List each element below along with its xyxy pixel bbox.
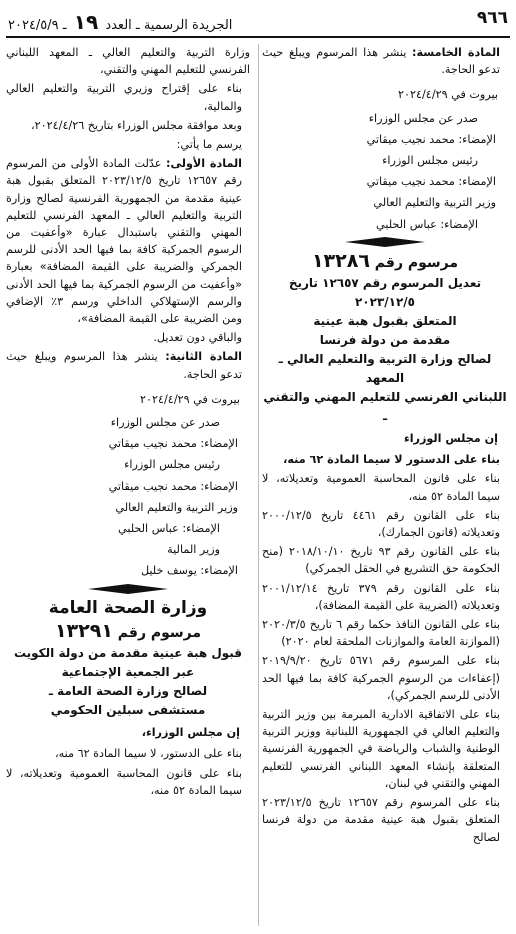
article-1-text: عدّلت المادة الأولى من المرسوم رقم ١٢٦٥٧ تاريخ ٢٠٢٣/١٢/٥ المتعلق بقبول هبة عينية مقدمة من الجمهورية الفرنسية لصالح وزارة التربية والتعليم العالي ـ المعهد الفرنسي للتعليم المهني والتقني باستبدال عبارة «وأعفيت من الرسوم الجمركية كافة بما فيها الحد الأدنى للرسم الجمركي والضريبة على القيمة المضافة» بعبارة «وأعفيت من الرسوم الجمركية بما فيها الحد الأدنى والرسم الإستهلاكي الداخلي ورسم ٣٪ الإضافي ومن الضريبة على القيمة المضافة»، [6,157,242,326]
decree-label: مرسوم رقم [374,254,459,271]
preamble-paragraph: بناء على الدستور، لا سيما المادة ٦٢ منه، [55,747,242,761]
minister-title: وزير التربية والتعليم العالي [373,196,496,210]
pm-title: رئيس مجلس الوزراء [382,154,478,168]
decree-heading [6,619,250,642]
decree-label: مرسوم رقم [117,624,202,641]
decree-title-line: المتعلق بقبول هبة عينية [313,314,457,329]
decree-title-line: لصالح وزارة التربية والتعليم العالي ـ المعهد [278,352,492,386]
signature-minister: الإمضاء: عباس الحلبي [376,217,478,231]
decree-title-line: مقدمة من دولة فرنسا [319,333,451,348]
decree-number: ١٣٢٨٦ [311,249,370,272]
issuer: صدر عن مجلس الوزراء [110,416,220,430]
council-heading: إن مجلس الوزراء، [141,726,240,740]
continued-paragraph: وزارة التربية والتعليم العالي ـ المعهد اللبناني الفرنسي للتعليم المهني والتقني، [6,46,250,77]
gazette-title [8,10,232,34]
article-2-text: ينشر هذا المرسوم ويبلغ حيث تدعو الحاجة. [6,350,242,381]
council-heading: إن مجلس الوزراء [403,432,498,446]
pm-title: رئيس مجلس الوزراء [124,458,220,472]
left-column [6,44,250,801]
preamble-paragraph: بناء على القانون النافذ حكما رقم ٦ تاريخ ٢٠٢٠/٣/٥ (الموازنة العامة والموازنات الملحقة لعام ٢٠٢٠) [262,618,500,649]
article-5-label: المادة الخامسة: [412,46,500,59]
preamble-paragraph: وبعد موافقة مجلس الوزراء بتاريخ ٢٠٢٤/٤/٢٦، [31,118,242,132]
preamble-paragraph: بناء على الدستور لا سيما المادة ٦٢ منه، [283,453,500,467]
divider-ornament [88,584,168,594]
decrees-heading: يرسم ما يأتي: [176,138,242,152]
gazette-name: الجريدة الرسمية ـ العدد [105,18,233,33]
page-number: ٩٦٦ [476,8,508,28]
decree-title-line: مستشفى سبلين الحكومي [50,703,206,718]
article-1-label: المادة الأولى: [165,157,242,171]
decree-number: ١٣٢٩١ [54,619,113,642]
issue-date: بيروت في ٢٠٢٤/٤/٢٩ [398,88,498,102]
decree-title-line: عبر الجمعية الإجتماعية [61,665,195,680]
article-1-tail: والباقي دون تعديل. [153,331,242,345]
article-2 [6,348,250,382]
preamble-paragraph: بناء على القانون رقم ٣٧٩ تاريخ ٢٠٠١/١٢/١٤ وتعديلاته (الضريبة على القيمة المضافة)، [262,581,501,612]
signature-pm-1: الإمضاء: محمد نجيب ميقاتي [366,132,496,146]
decree-title-line: لصالح وزارة الصحة العامة ـ [48,684,208,699]
signature-pm-2: الإمضاء: محمد نجيب ميقاتي [366,175,496,189]
issuer: صدر عن مجلس الوزراء [368,111,478,125]
preamble-paragraph: بناء على الاتفاقية الادارية المبرمة بين وزير التربية والتعليم العالي في الجمهورية اللبنانية ووزير التربية الوطنية والشباب والرياضة في الجمهورية الفرنسية المتعلقة بإنشاء المعهد اللبناني الفرنسي للتعليم المهني والتقني في لبنان، [262,708,500,790]
column-divider [258,44,259,926]
right-column [262,44,508,848]
preamble-paragraph: بناء على المرسوم رقم ٥٦٧١ تاريخ ٢٠١٩/٩/٢٠ (إعفاءات من الرسوم الجمركية كافة بما فيها الحد الأدنى للرسم الجمركي)، [262,654,500,702]
preamble-paragraph: بناء على إقتراح وزيري التربية والتعليم العالي والمالية، [6,82,242,113]
preamble-paragraph: بناء على القانون رقم ٩٣ تاريخ ٢٠١٨/١٠/١٠ (منح الحكومة حق التشريع في الحقل الجمركي) [262,545,500,576]
preamble-paragraph: بناء على المرسوم رقم ١٢٦٥٧ تاريخ ٢٠٢٣/١٢/٥ المتعلق بقبول هبة عينية مقدمة من دولة فرنسا لصالح [262,796,500,844]
signature-finance-minister: الإمضاء: يوسف خليل [140,564,238,578]
gazette-date: ـ ٢٠٢٤/٥/٩ [8,18,67,33]
minister-title: وزير التربية والتعليم العالي [115,500,238,514]
decree-title-line: اللبناني الفرنسي للتعليم المهني والتقني ـ [263,390,507,424]
preamble-paragraph: بناء على قانون المحاسبة العمومية وتعديلاته، لا سيما المادة ٥٢ منه، [6,766,242,797]
decree-title-line: قبول هبة عينية مقدمة من دولة الكويت [13,646,243,661]
finance-minister-title: وزير المالية [167,543,220,557]
page-header [6,6,510,38]
issue-date: بيروت في ٢٠٢٤/٤/٢٩ [140,392,240,406]
divider-ornament [345,237,425,247]
preamble-paragraph: بناء على قانون المحاسبة العمومية وتعديلاته، لا سيما المادة ٥٢ منه، [262,472,500,503]
signature-pm-1: الإمضاء: محمد نجيب ميقاتي [108,437,238,451]
signature-pm-2: الإمضاء: محمد نجيب ميقاتي [108,479,238,493]
decree-title-line: تعديل المرسوم رقم ١٢٦٥٧ تاريخ ٢٠٢٣/١٢/٥ [288,276,482,310]
ministry-heading: وزارة الصحة العامة [48,597,208,618]
article-1 [6,155,250,327]
signature-minister: الإمضاء: عباس الحلبي [118,522,220,536]
preamble-paragraph: بناء على القانون رقم ٤٤٦١ تاريخ ٢٠٠٠/١٢/٥ وتعديلاته (قانون الجمارك)، [262,508,501,540]
issue-number: ١٩ [73,10,99,34]
decree-heading [262,249,508,272]
article-5-text: ينشر هذا المرسوم ويبلغ حيث تدعو الحاجة. [262,46,500,77]
article-5 [262,44,508,78]
article-2-label: المادة الثانية: [165,350,242,364]
